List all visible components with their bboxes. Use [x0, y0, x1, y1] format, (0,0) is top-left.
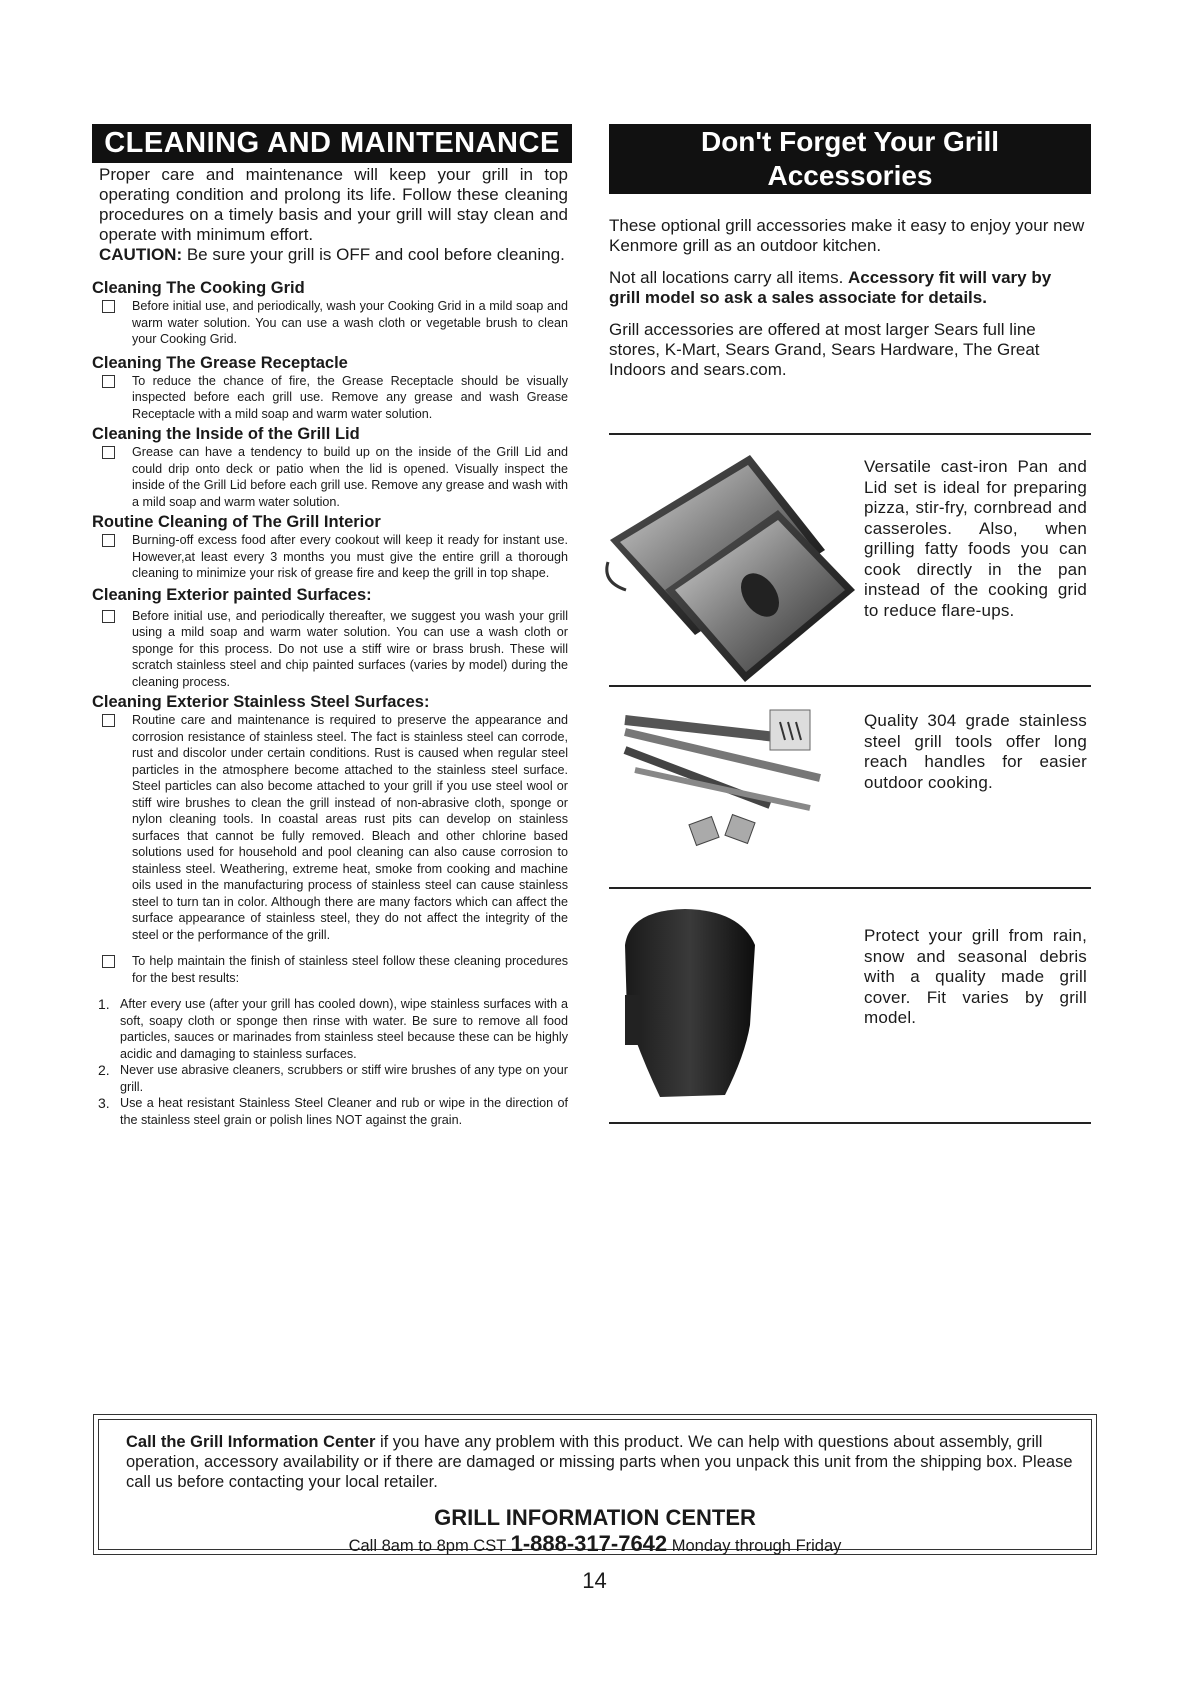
section-cooking-grid: [92, 278, 568, 348]
info-inner-frame: [98, 1419, 1092, 1556]
info-call-line: [99, 1531, 1091, 1557]
section-painted-surfaces: [92, 585, 568, 691]
checkbox-bullet-icon: [102, 300, 115, 313]
step-number: 2.: [98, 1062, 110, 1078]
info-lead: Call the Grill Information Center: [126, 1433, 376, 1451]
page-number: 14: [582, 1568, 607, 1593]
cleaning-intro: [99, 165, 568, 265]
step-text: Use a heat resistant Stainless Steel Cleaner and rub or wipe in the direction of the stainless steel grain or polish lines NOT against the grain.: [120, 1096, 568, 1127]
divider: [609, 1122, 1091, 1124]
section-title: Cleaning the Inside of the Grill Lid: [92, 425, 360, 443]
section-grease-receptacle: [92, 353, 568, 423]
checkbox-bullet-icon: [102, 610, 115, 623]
step-number: 1.: [98, 996, 110, 1012]
caution-label: CAUTION:: [99, 245, 183, 264]
stainless-tip-item: [92, 953, 568, 986]
step-number: 3.: [98, 1095, 110, 1111]
banner-line: Accessories: [767, 160, 933, 191]
availability-paragraph: [609, 268, 1087, 308]
tip-text: To help maintain the finish of stainless steel follow these cleaning procedures for the best results:: [132, 954, 568, 985]
accessories-banner: [609, 124, 1091, 194]
section-text: Before initial use, and periodically, wash your Cooking Grid in a mild soap and warm water solution. You can use a wash cloth or vegetable brush to clean your Cooking Grid.: [132, 299, 568, 346]
step-item: [92, 996, 568, 1062]
banner-line: Don't Forget Your Grill: [700, 126, 1000, 157]
cleaning-maintenance-banner: CLEANING AND MAINTENANCE: [92, 124, 572, 163]
cleaning-steps: [92, 996, 568, 1128]
section-text: Routine care and maintenance is required to preserve the appearance and corrosion resistance of stainless steel. The fact is stainless steel can corrode, rust and discolor under certain conditions. Rust is caused when regular steel particles in the atmosphere become attached to the stainless steel surface. Steel particles can also become attached to your grill if you use steel wool or stiff wire brushes to clean the grill instead of non-abrasive cloth, sponge or nylon cleaning tools. In coastal areas rust pits can develop on stainless surfaces that cannot be fully removed. Bleach and other chlorine based solutions used for household and pool cleaning can also cause corrosion to stainless steel. Weathering, extreme heat, smoke from cooking and machine oils used in the manufacturing process of stainless steel can cause stainless steel to turn tan in color. Although there are many factors which can affect the surface appearance of stainless steel, they do not affect the integrity of the steel or the performance of the grill.: [132, 713, 568, 942]
section-title: Cleaning The Cooking Grid: [92, 279, 305, 297]
grill-cover-image: [605, 905, 765, 1105]
divider: [609, 887, 1091, 889]
step-item: [92, 1095, 568, 1128]
availability-text: Not all locations carry all items.: [609, 268, 849, 287]
call-days: Monday through Friday: [667, 1537, 842, 1555]
section-grill-interior: [92, 512, 568, 582]
checkbox-bullet-icon: [102, 955, 115, 968]
grill-information-box: [93, 1414, 1097, 1555]
pan-lid-image: [600, 450, 865, 690]
section-text: Before initial use, and periodically thereafter, we suggest you wash your grill using a mild soap and warm water solution. You can use a wash cloth or sponge for this process. Do not use a stiff wire or brass brush. These will scratch stainless steel and chip painted surfaces (varies by model) during the cleaning process.: [132, 608, 568, 689]
section-text: To reduce the chance of fire, the Grease Receptacle should be visually inspected before each grill use. Remove any grease and wash Grease Receptacle with a mild soap and warm water solution.: [132, 373, 568, 421]
accessories-intro: [609, 216, 1087, 392]
step-item: [92, 1062, 568, 1095]
section-title: Cleaning Exterior painted Surfaces:: [92, 585, 372, 604]
checkbox-bullet-icon: [102, 375, 115, 388]
section-text: Grease can have a tendency to build up on the inside of the Grill Lid and could drip onto deck or patio when the lid is opened. Visually inspect the inside of the Grill Lid before each grill use. Remove any grease and wash with a mild soap and warm water solution.: [132, 445, 568, 509]
caution-text: Be sure your grill is OFF and cool before cleaning.: [182, 245, 565, 264]
grill-cover-description: Protect your grill from rain, snow and seasonal debris with a quality made grill cover. Fit varies by grill model.: [864, 926, 1087, 1027]
section-title: Cleaning Exterior Stainless Steel Surfaces:: [92, 693, 430, 711]
fit-note: Accessory fit will vary by grill model so ask a sales associate for details.: [609, 268, 1052, 307]
divider: [609, 685, 1091, 687]
info-body: if you have any problem with this product. We can help with questions about assembly, grill operation, accessory availability or if there are damaged or missing parts when you unpack this unit from the shipping box. Please call us before contacting your local retailer.: [126, 1433, 1073, 1491]
section-grill-lid: [92, 424, 568, 510]
grill-tools-description: Quality 304 grade stainless steel grill tools offer long reach handles for easier outdoor cooking.: [864, 711, 1087, 792]
divider: [609, 433, 1091, 435]
info-text: [126, 1432, 1076, 1492]
checkbox-bullet-icon: [102, 714, 115, 727]
section-title: Routine Cleaning of The Grill Interior: [92, 513, 381, 531]
pan-lid-description: Versatile cast-iron Pan and Lid set is ideal for preparing pizza, stir-fry, cornbread and casseroles. Also, when grilling fatty foods you can cook directly in the pan instead of the cooking grid to reduce flare-ups.: [864, 457, 1087, 620]
call-hours: Call 8am to 8pm CST: [348, 1537, 511, 1555]
section-stainless-surfaces: [92, 692, 568, 943]
step-text: After every use (after your grill has cooled down), wipe stainless surfaces with a soft, soapy cloth or sponge then rinse with water. Be sure to remove all food particles, sauces or marinades from stainless steel because these can be highly acidic and damaging to stainless surfaces.: [120, 997, 568, 1061]
checkbox-bullet-icon: [102, 446, 115, 459]
stores-paragraph: Grill accessories are offered at most larger Sears full line stores, K-Mart, Sears Grand, Sears Hardware, The Great Indoors and sears.com.: [609, 320, 1040, 379]
section-title: Cleaning The Grease Receptacle: [92, 353, 348, 372]
checkbox-bullet-icon: [102, 534, 115, 547]
cleaning-sections: [92, 276, 568, 1128]
grill-tools-image: [620, 700, 830, 850]
step-text: Never use abrasive cleaners, scrubbers or stiff wire brushes of any type on your grill.: [120, 1063, 568, 1094]
intro-text: Proper care and maintenance will keep your grill in top operating condition and prolong its life. Follow these cleaning procedures on a timely basis and your grill will stay clean and operate with minimum effort.: [99, 165, 568, 244]
phone-number[interactable]: 1-888-317-7642: [510, 1531, 668, 1556]
intro-paragraph: These optional grill accessories make it easy to enjoy your new Kenmore grill as an outdoor kitchen.: [609, 216, 1085, 255]
info-heading: GRILL INFORMATION CENTER: [434, 1505, 756, 1530]
section-text: Burning-off excess food after every cookout will keep it ready for instant use. However,at least every 3 months you must give the entire grill a thorough cleaning to minimize your risk of grease fire and keep the grill in top shape.: [132, 533, 568, 580]
